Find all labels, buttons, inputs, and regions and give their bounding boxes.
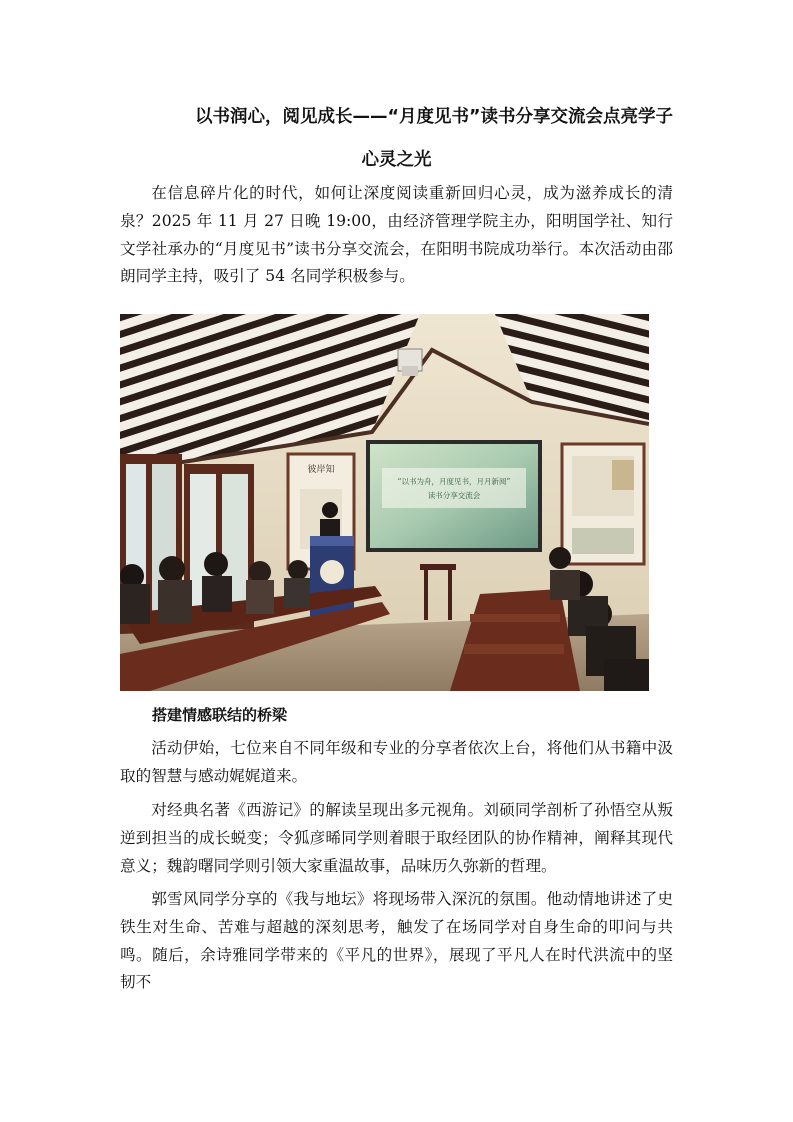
- event-photo: [120, 314, 649, 691]
- svg-text:读书分享交流会: 读书分享交流会: [427, 491, 481, 500]
- left-panel-text: 彼岸知: [307, 465, 335, 475]
- article-title-line-2: 心灵之光: [361, 150, 432, 170]
- svg-text:“以书为舟，月度见书，月月新阅”: “以书为舟，月度见书，月月新阅”: [397, 477, 511, 486]
- section-heading: 搭建情感联结的桥梁: [152, 706, 288, 724]
- article-title-line-1: 以书润心，阅见成长——“月度见书”读书分享交流会点亮学子: [194, 107, 673, 127]
- body-paragraph-2: 对经典名著《西游记》的解读呈现出多元视角。刘硕同学剖析了孙悟空从叛逆到担当的成长蜕变；令狐彦晞同学则着眼于取经团队的协作精神，阐释其现代意义；魏韵曙同学则引领大家重温故事，品味历久弥新的哲理。: [120, 801, 673, 875]
- body-paragraph-3: 郭雪风同学分享的《我与地坛》将现场带入深沉的氛围。他动情地讲述了史铁生对生命、苦难与超越的深刻思考，触发了在场同学对自身生命的叩问与共鸣。随后，余诗雅同学带来的《平凡的世界》，展现了平凡人在时代洪流中的坚韧不: [120, 890, 673, 992]
- body-paragraph-1: 活动伊始，七位来自不同年级和专业的分享者依次上台，将他们从书籍中汲取的智慧与感动娓娓道来。: [120, 739, 673, 785]
- intro-paragraph: 在信息碎片化的时代，如何让深度阅读重新回归心灵，成为滋养成长的清泉？2025 年 11 月 27 日晚 19:00，由经济管理学院主办，阳明国学社、知行文学社承办的“月度见书”读书分享交流会，在阳明书院成功举行。本次活动由邵朗同学主持，吸引了 54 名同学积极参与。: [120, 184, 673, 286]
